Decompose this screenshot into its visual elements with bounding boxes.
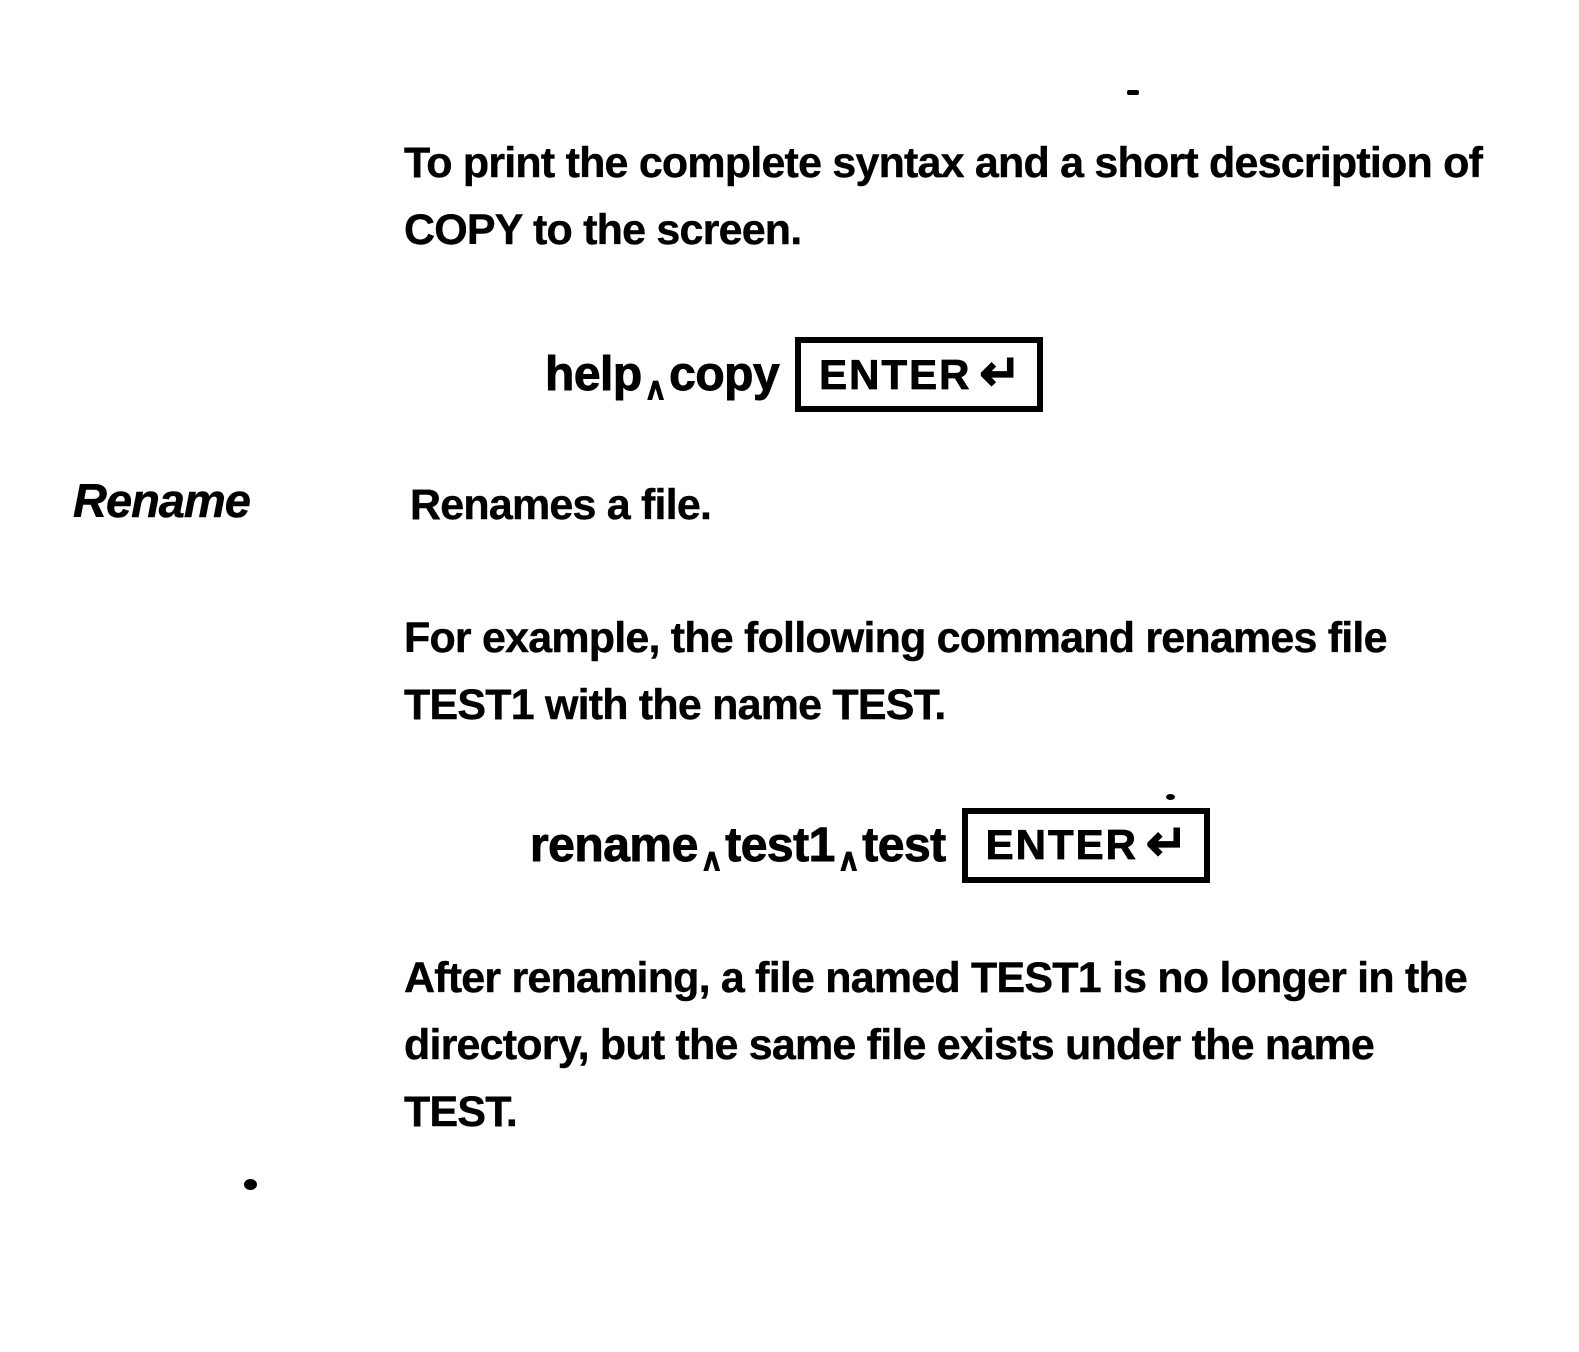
enter-key-label: ENTER — [819, 350, 972, 398]
return-arrow-icon: ↵ — [1145, 815, 1188, 871]
rename-summary: Renames a file. — [410, 481, 712, 529]
enter-key-label: ENTER — [985, 821, 1138, 868]
command-line-rename-test — [530, 808, 1210, 882]
scan-speck-dash — [1127, 90, 1139, 95]
space-caret-icon: ∧ — [837, 843, 860, 877]
command-word: rename — [530, 818, 698, 872]
command-word: copy — [669, 348, 780, 401]
scan-speck-dot-bottom — [244, 1179, 257, 1190]
copy-help-description: To print the complete syntax and a short description of COPY to the screen. — [404, 139, 1483, 254]
enter-key — [795, 337, 1043, 412]
command-word: test1 — [725, 818, 835, 872]
section-heading-rename: Rename — [73, 474, 250, 527]
command-word: help — [545, 348, 642, 401]
command-text-rename-test — [530, 818, 946, 877]
space-caret-icon: ∧ — [644, 373, 667, 406]
enter-key — [962, 808, 1210, 883]
rename-example-intro: For example, the following command renames file TEST1 with the name TEST. — [404, 614, 1387, 729]
command-line-help-copy — [545, 337, 1043, 412]
scan-speck-dot-top — [1166, 794, 1175, 800]
command-word: test — [862, 818, 946, 872]
space-caret-icon: ∧ — [700, 843, 723, 877]
rename-result-note: After renaming, a file named TEST1 is no longer in the directory, but the same file exists under the name TEST. — [404, 954, 1468, 1136]
command-text-help-copy — [545, 347, 780, 406]
return-arrow-icon: ↵ — [979, 344, 1022, 401]
